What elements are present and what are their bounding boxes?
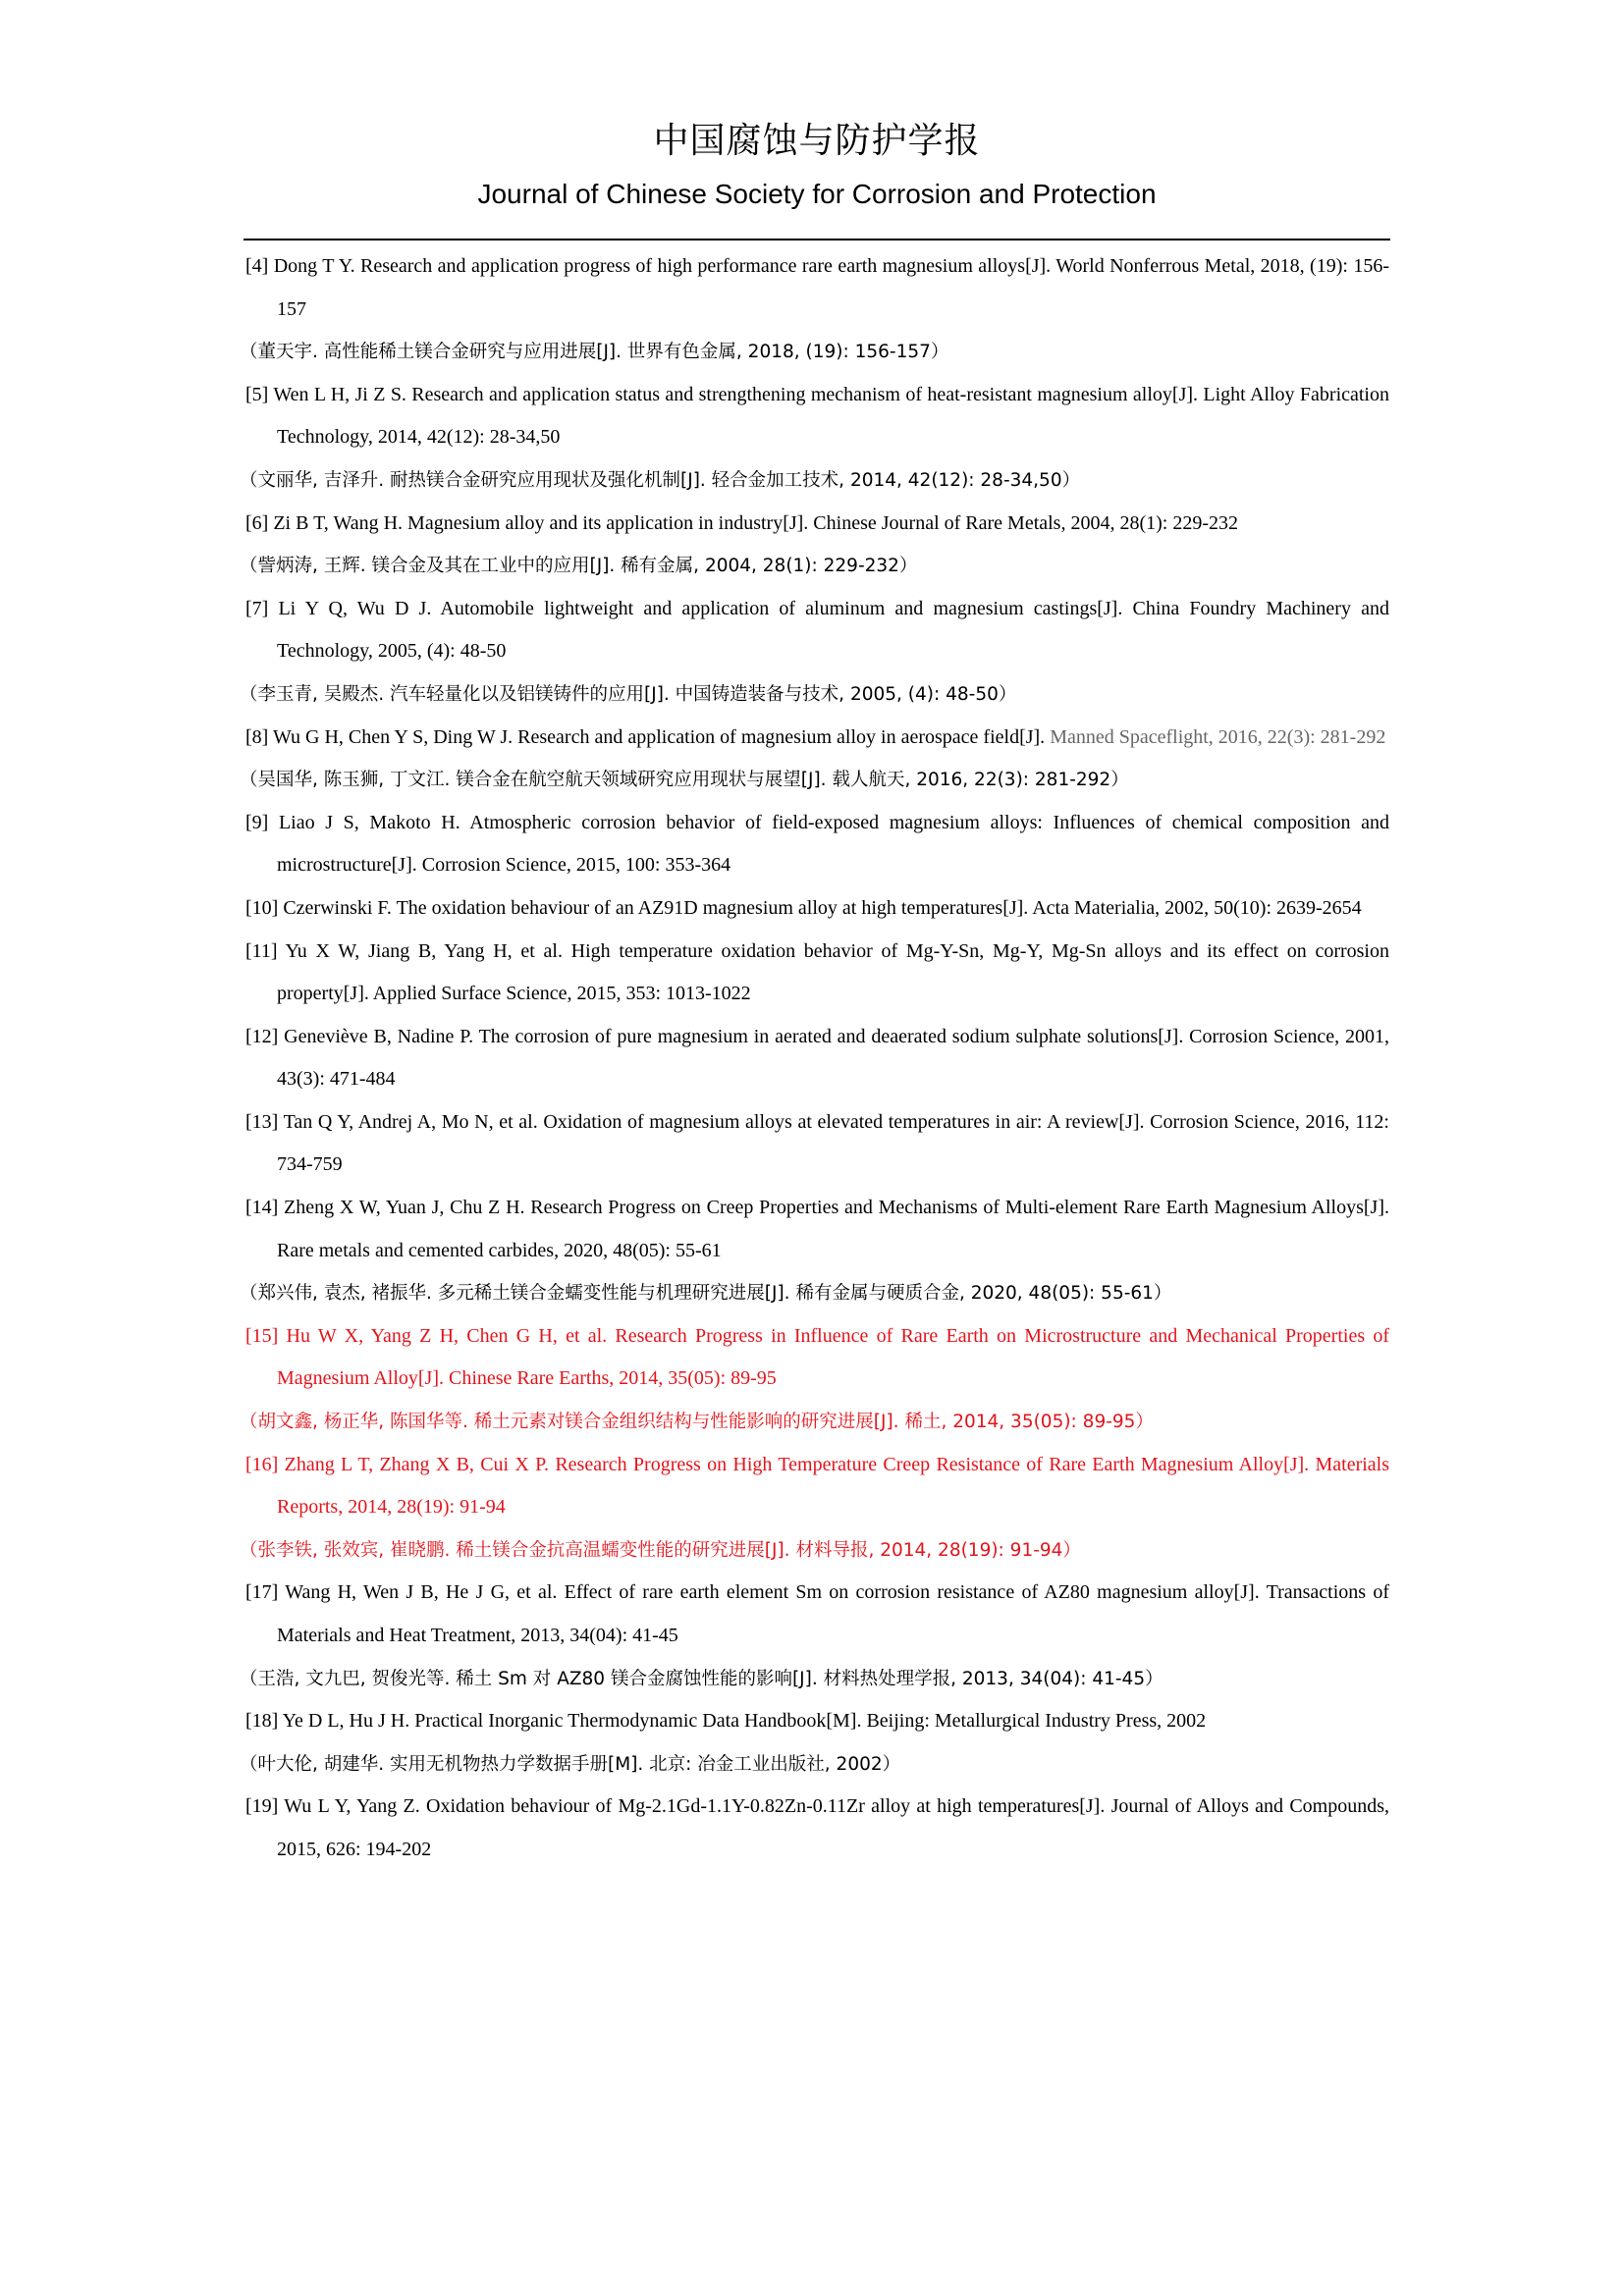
reference-18: [18] Ye D L, Hu J H. Practical Inorganic Thermodynamic Data Handbook[M]. Beijing: Metallurgical Industry Press, 2002 [245,1710,1207,1733]
reference-16-chinese: （张李铁, 张效宾, 崔晓鹏. 稀土镁合金抗高温蠕变性能的研究进展[J]. 材料导报, 2014, 28(19): 91-94） [240,1539,1081,1561]
reference-8-chinese: （吴国华, 陈玉狮, 丁文江. 镁合金在航空航天领域研究应用现状与展望[J]. 载人航天, 2016, 22(3): 281-292） [240,770,1129,791]
journal-title-chinese: 中国腐蚀与防护学报 [653,121,981,161]
reference-12: [12] Geneviève B, Nadine P. The corrosion of pure magnesium in aerated and deaerated sodium sulphate solutions[J]. Corrosion Science, 2001, 43(3): 471-484 [245,1025,1389,1091]
reference-8-journal: Manned Spaceflight, 2016, 22(3): 281-292 [1050,725,1386,748]
reference-17: [17] Wang H, Wen J B, He J G, et al. Effect of rare earth element Sm on corrosion resistance of AZ80 magnesium alloy[J]. Transactions of Materials and Heat Treatment, 2013, 34(04): 41-45 [245,1581,1389,1646]
reference-8-main: [8] Wu G H, Chen Y S, Ding W J. Research and application of magnesium alloy in aerospace field[J]. [245,725,1051,748]
reference-6: [6] Zi B T, Wang H. Magnesium alloy and its application in industry[J]. Chinese Journal of Rare Metals, 2004, 28(1): 229-232 [245,511,1239,534]
reference-9: [9] Liao J S, Makoto H. Atmospheric corrosion behavior of field-exposed magnesium alloys: Influences of chemical composition and microstructure[J]. Corrosion Science, 2015, 100: 353-364 [245,811,1389,877]
reference-5: [5] Wen L H, Ji Z S. Research and application status and strengthening mechanism of heat-resistant magnesium alloy[J]. Light Alloy Fabrication Technology, 2014, 42(12): 28-34,50 [245,383,1389,449]
journal-title-english: Journal of Chinese Society for Corrosion and Protection [477,179,1157,209]
reference-14-chinese: （郑兴伟, 袁杰, 褚振华. 多元稀土镁合金蠕变性能与机理研究进展[J]. 稀有金属与硬质合金, 2020, 48(05): 55-61） [240,1283,1172,1305]
reference-4-chinese: （董天宇. 高性能稀土镁合金研究与应用进展[J]. 世界有色金属, 2018, (19): 156-157） [240,342,949,363]
reference-19: [19] Wu L Y, Yang Z. Oxidation behaviour of Mg-2.1Gd-1.1Y-0.82Zn-0.11Zr alloy at high temperatures[J]. Journal of Alloys and Compounds, 2015, 626: 194-202 [245,1795,1389,1860]
reference-11: [11] Yu X W, Jiang B, Yang H, et al. High temperature oxidation behavior of Mg-Y-Sn, Mg-Y, Mg-Sn alloys and its effect on corrosion property[J]. Applied Surface Science, 2015, 353: 1013-1022 [245,939,1389,1005]
reference-5-chinese: （文丽华, 吉泽升. 耐热镁合金研究应用现状及强化机制[J]. 轻合金加工技术, 2014, 42(12): 28-34,50） [240,469,1081,491]
reference-18-chinese: （叶大伦, 胡建华. 实用无机物热力学数据手册[M]. 北京: 冶金工业出版社, 2002） [240,1753,901,1775]
reference-7-chinese: （李玉青, 吴殿杰. 汽车轻量化以及铝镁铸件的应用[J]. 中国铸造装备与技术, 2005, (4): 48-50） [240,683,1017,705]
reference-10: [10] Czerwinski F. The oxidation behaviour of an AZ91D magnesium alloy at high temperatures[J]. Acta Materialia, 2002, 50(10): 2639-2654 [245,896,1362,919]
header-divider [243,239,1390,240]
journal-header [243,120,1390,212]
reference-8 [245,717,1389,760]
reference-13: [13] Tan Q Y, Andrej A, Mo N, et al. Oxidation of magnesium alloys at elevated temperatures in air: A review[J]. Corrosion Science, 2016, 112: 734-759 [245,1110,1389,1176]
reference-17-chinese: （王浩, 文九巴, 贺俊光等. 稀土 Sm 对 AZ80 镁合金腐蚀性能的影响[J]. 材料热处理学报, 2013, 34(04): 41-45） [240,1668,1163,1689]
reference-6-chinese: （訾炳涛, 王辉. 镁合金及其在工业中的应用[J]. 稀有金属, 2004, 28(1): 229-232） [240,556,918,577]
reference-16: [16] Zhang L T, Zhang X B, Cui X P. Research Progress on High Temperature Creep Resistance of Rare Earth Magnesium Alloy[J]. Materials Reports, 2014, 28(19): 91-94 [245,1453,1389,1519]
reference-15-chinese: （胡文鑫, 杨正华, 陈国华等. 稀土元素对镁合金组织结构与性能影响的研究进展[J]. 稀土, 2014, 35(05): 89-95） [240,1412,1154,1433]
reference-list [240,245,1389,1872]
reference-15: [15] Hu W X, Yang Z H, Chen G H, et al. Research Progress in Influence of Rare Earth on Microstructure and Mechanical Properties of Magnesium Alloy[J]. Chinese Rare Earths, 2014, 35(05): 89-95 [245,1324,1389,1390]
reference-4: [4] Dong T Y. Research and application progress of high performance rare earth magnesium alloys[J]. World Nonferrous Metal, 2018, (19): 156-157 [245,255,1389,320]
reference-14: [14] Zheng X W, Yuan J, Chu Z H. Research Progress on Creep Properties and Mechanisms of Multi-element Rare Earth Magnesium Alloys[J]. Rare metals and cemented carbides, 2020, 48(05): 55-61 [245,1197,1389,1261]
reference-7: [7] Li Y Q, Wu D J. Automobile lightweight and application of aluminum and magnesium castings[J]. China Foundry Machinery and Technology, 2005, (4): 48-50 [245,597,1389,663]
